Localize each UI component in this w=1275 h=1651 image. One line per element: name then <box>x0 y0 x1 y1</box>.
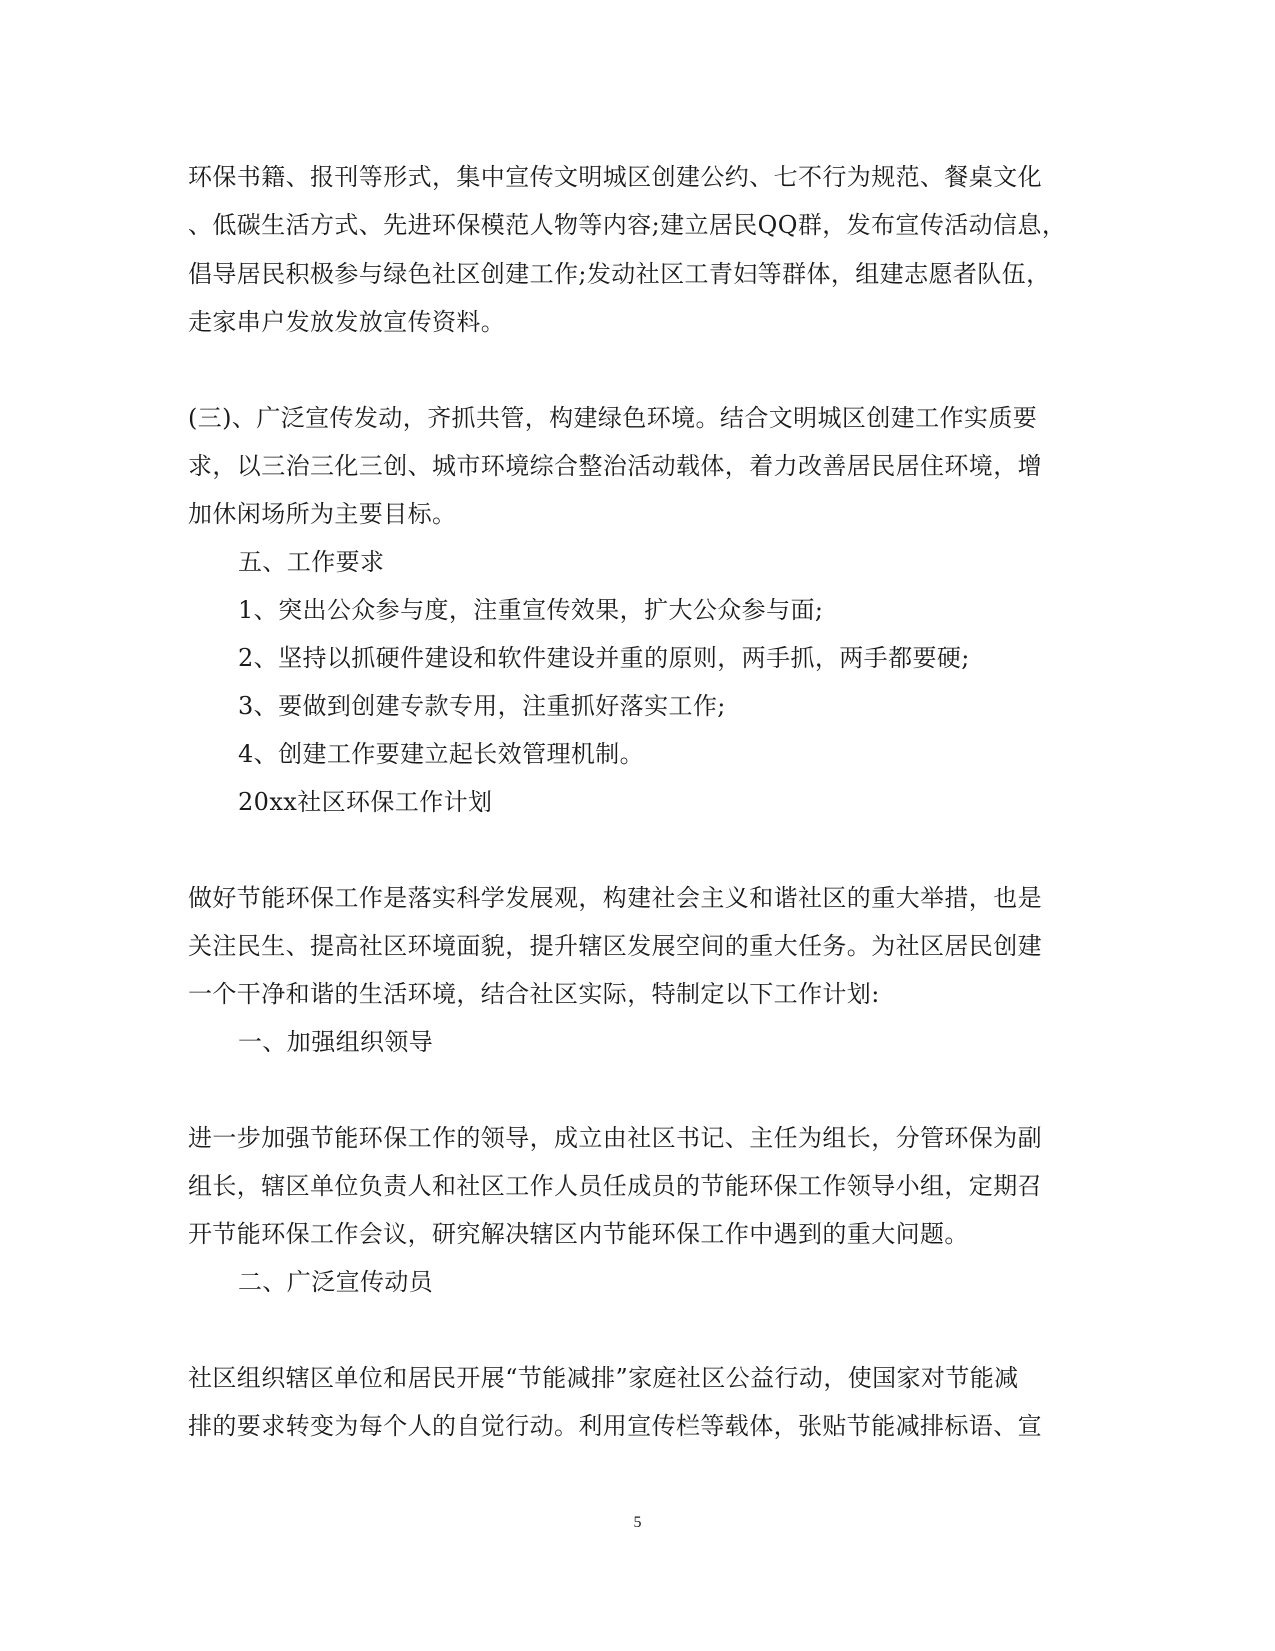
page-number: 5 <box>633 1514 642 1531</box>
section-heading: 一、加强组织领导 <box>238 1028 434 1056</box>
text-line: 社区组织辖区单位和居民开展“节能减排”家庭社区公益行动，使国家对节能减 <box>188 1364 1019 1392</box>
text-line: 倡导居民积极参与绿色社区创建工作;发动社区工青妇等群体，组建志愿者队伍， <box>188 260 1051 288</box>
list-item: 3、要做到创建专款专用，注重抓好落实工作; <box>238 692 726 720</box>
text-line: (三)、广泛宣传发动，齐抓共管，构建绿色环境。结合文明城区创建工作实质要 <box>188 404 1038 432</box>
text-line: 求，以三治三化三创、城市环境综合整治活动载体，着力改善居民居住环境，增 <box>188 452 1042 480</box>
text-line: 开节能环保工作会议，研究解决辖区内节能环保工作中遇到的重大问题。 <box>188 1220 969 1248</box>
text-line: 一个干净和谐的生活环境，结合社区实际，特制定以下工作计划: <box>188 980 880 1008</box>
list-item: 4、创建工作要建立起长效管理机制。 <box>238 740 645 768</box>
text-line: 环保书籍、报刊等形式，集中宣传文明城区创建公约、七不行为规范、餐桌文化 <box>188 163 1042 191</box>
text-line: 排的要求转变为每个人的自觉行动。利用宣传栏等载体，张贴节能减排标语、宣 <box>188 1412 1042 1440</box>
text-line: 关注民生、提高社区环境面貌，提升辖区发展空间的重大任务。为社区居民创建 <box>188 932 1042 960</box>
text-line: 、低碳生活方式、先进环保模范人物等内容;建立居民QQ群，发布宣传活动信息， <box>188 211 1067 239</box>
section-heading: 五、工作要求 <box>238 548 385 576</box>
text-line: 组长，辖区单位负责人和社区工作人员任成员的节能环保工作领导小组，定期召 <box>188 1172 1042 1200</box>
section-heading: 二、广泛宣传动员 <box>238 1268 434 1296</box>
text-line: 加休闲场所为主要目标。 <box>188 500 457 528</box>
text-line: 进一步加强节能环保工作的领导，成立由社区书记、主任为组长，分管环保为副 <box>188 1124 1042 1152</box>
text-line: 做好节能环保工作是落实科学发展观，构建社会主义和谐社区的重大举措，也是 <box>188 884 1042 912</box>
list-item: 1、突出公众参与度，注重宣传效果，扩大公众参与面; <box>238 596 824 624</box>
document-title: 20xx社区环保工作计划 <box>238 788 493 816</box>
text-line: 走家串户发放发放宣传资料。 <box>188 308 506 336</box>
list-item: 2、坚持以抓硬件建设和软件建设并重的原则，两手抓，两手都要硬; <box>238 644 970 672</box>
